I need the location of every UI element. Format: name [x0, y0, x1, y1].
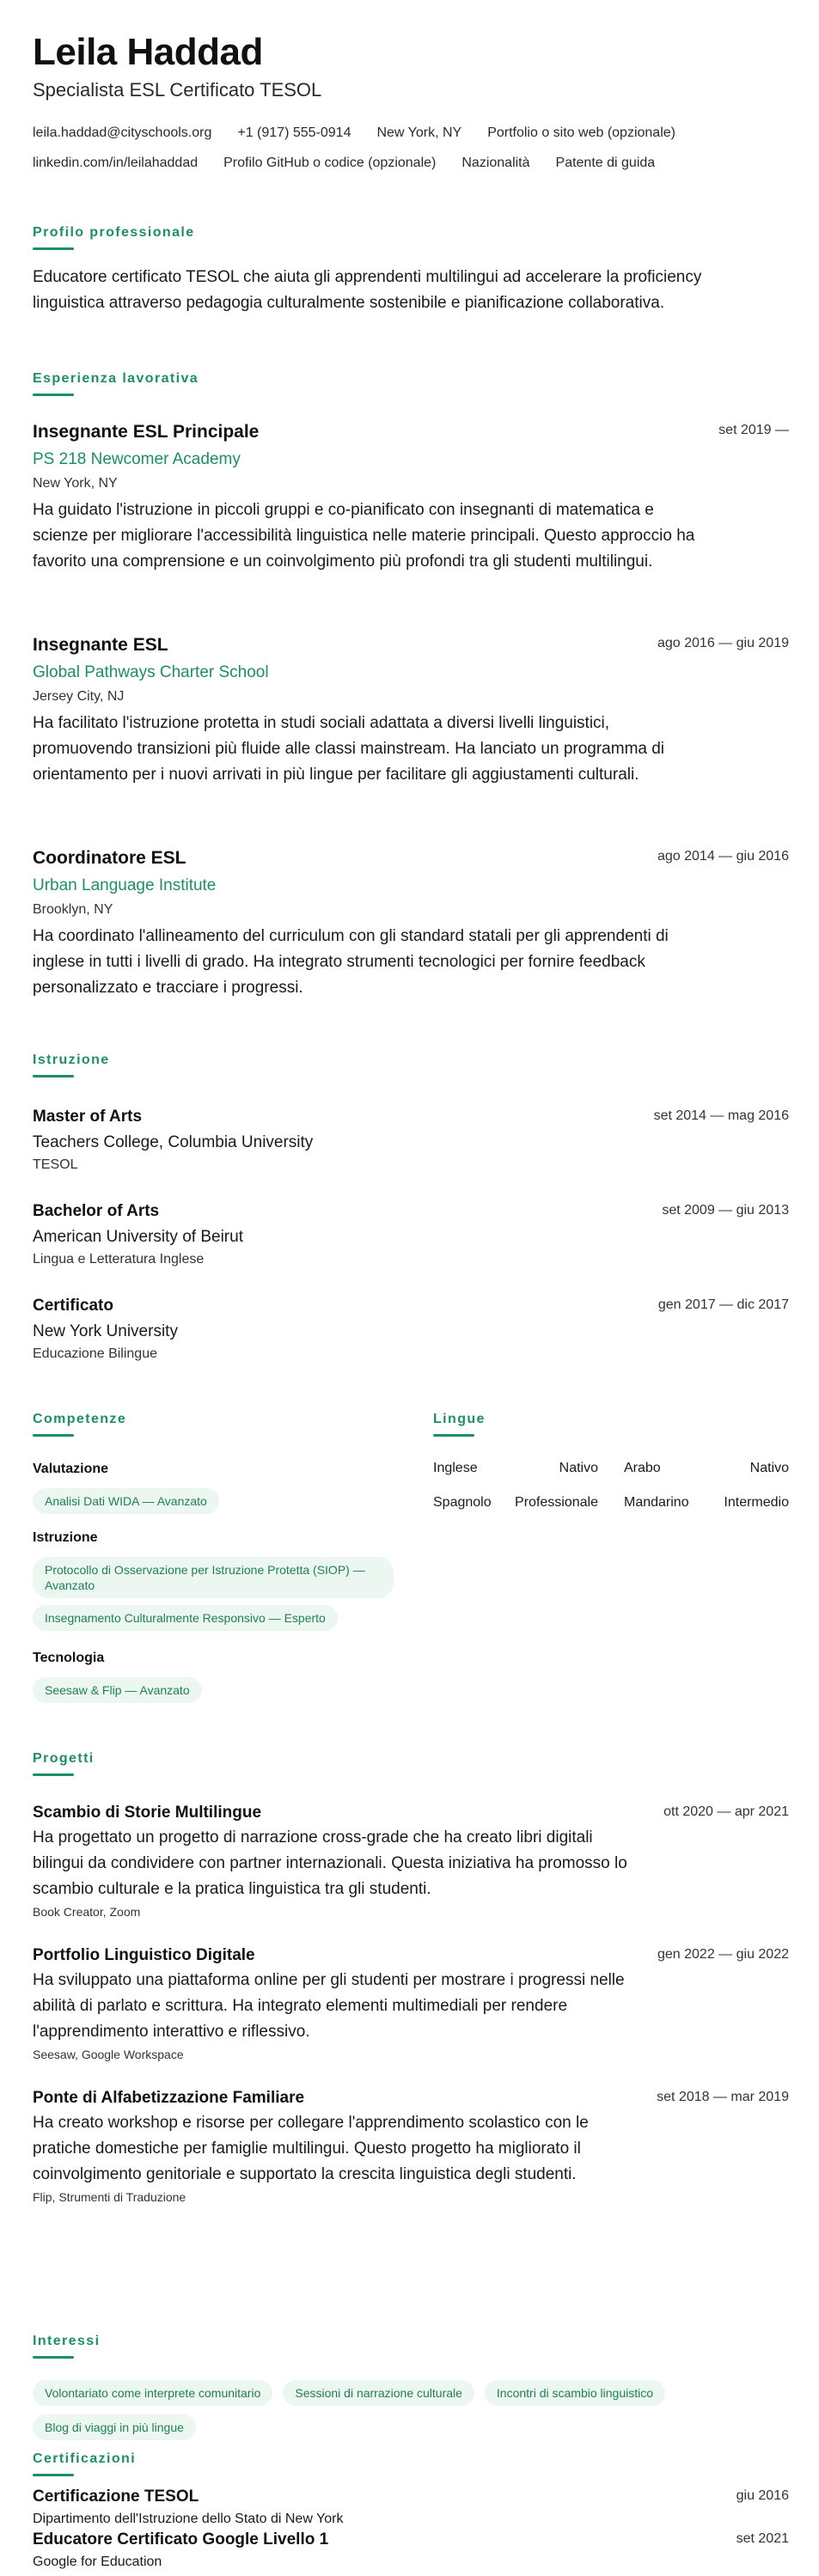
- section-divider: [33, 1075, 74, 1077]
- section-title-skills: Competenze: [33, 1412, 127, 1426]
- experience-item: [33, 847, 789, 1001]
- skill-pill: Insegnamento Culturalmente Responsivo — Esperto: [33, 1605, 338, 1631]
- experience-org: Global Pathways Charter School: [33, 663, 269, 681]
- education-school: Teachers College, Columbia University: [33, 1133, 314, 1151]
- project-description: Ha creato workshop e risorse per collegare l'apprendimento scolastico con le pratiche domestiche per famiglie multilingui. Questo progetto ha migliorato il coinvolgimento genitoriale e supportato la crescita linguistica degli studenti.: [33, 2114, 589, 2183]
- project-item: [33, 1803, 789, 1920]
- education-item: [33, 1107, 789, 1174]
- section-divider: [33, 247, 74, 250]
- project-title: Ponte di Alfabetizzazione Familiare: [33, 2089, 305, 2107]
- skill-pill: Protocollo di Osservazione per Istruzione Protetta (SIOP) — Avanzato: [33, 1557, 394, 1598]
- experience-role: Coordinatore ESL: [33, 848, 186, 868]
- language-name: Inglese: [433, 1461, 478, 1475]
- experience-location: Brooklyn, NY: [33, 902, 113, 917]
- project-dates: gen 2022 — giu 2022: [657, 1947, 789, 1962]
- experience-dates: set 2019 —: [718, 423, 789, 437]
- candidate-headline: Specialista ESL Certificato TESOL: [33, 79, 322, 101]
- project-dates: ott 2020 — apr 2021: [663, 1804, 789, 1819]
- education-item: [33, 1201, 789, 1268]
- experience-description: Ha guidato l'istruzione in piccoli gruppi e co-pianificato con insegnanti di matematica e scienze per migliorare l'accessibilità linguistica nelle materie principali. Questo approccio ha favorito una comprensione e un coinvolgimento più profondi tra gli studenti multilingui.: [33, 501, 695, 571]
- experience-role: Insegnante ESL: [33, 635, 168, 655]
- project-description: Ha progettato un progetto di narrazione cross-grade che ha creato libri digitali bilingui da condividere con partner internazionali. Questa iniziativa ha promosso lo scambio culturale e la pratica linguistica tra gli studenti.: [33, 1828, 627, 1898]
- certification-issuer: Google for Education: [33, 2555, 162, 2569]
- language-row: [433, 1495, 789, 1529]
- contact-portfolio[interactable]: Portfolio o sito web (opzionale): [487, 125, 675, 140]
- experience-org: Urban Language Institute: [33, 876, 217, 894]
- contact-phone[interactable]: +1 (917) 555-0914: [237, 125, 351, 140]
- section-title-experience: Esperienza lavorativa: [33, 371, 199, 386]
- language-list: [433, 1461, 789, 1529]
- contact-linkedin[interactable]: linkedin.com/in/leilahaddad: [33, 156, 199, 170]
- project-tools: Flip, Strumenti di Traduzione: [33, 2190, 186, 2204]
- language-level: Nativo: [749, 1461, 789, 1475]
- skill-group: [33, 1461, 411, 1514]
- skill-category: Valutazione: [33, 1462, 109, 1476]
- interest-pill: Incontri di scambio linguistico: [485, 2380, 665, 2406]
- contact-email[interactable]: leila.haddad@cityschools.org: [33, 125, 212, 140]
- interest-list: [33, 2380, 806, 2440]
- education-field: Lingua e Letteratura Inglese: [33, 1252, 205, 1267]
- project-dates: set 2018 — mar 2019: [657, 2090, 789, 2104]
- experience-item: [33, 634, 789, 788]
- skill-category: Istruzione: [33, 1530, 98, 1545]
- certification-title: Educatore Certificato Google Livello 1: [33, 2530, 329, 2549]
- skill-pill: Seesaw & Flip — Avanzato: [33, 1677, 202, 1703]
- language-name: Spagnolo: [433, 1495, 492, 1510]
- language-level: Nativo: [559, 1461, 598, 1475]
- project-tools: Book Creator, Zoom: [33, 1905, 141, 1919]
- education-degree: Bachelor of Arts: [33, 1202, 160, 1220]
- interest-pill: Volontariato come interprete comunitario: [33, 2380, 272, 2406]
- skill-category: Tecnologia: [33, 1651, 105, 1665]
- education-school: American University of Beirut: [33, 1228, 243, 1246]
- language-name: Arabo: [624, 1461, 661, 1475]
- education-field: Educazione Bilingue: [33, 1346, 157, 1361]
- interest-pill: Sessioni di narrazione culturale: [283, 2380, 474, 2406]
- experience-description: Ha coordinato l'allineamento del curriculum con gli standard statali per gli apprendenti di inglese in tutti i livelli di grado. Ha integrato strumenti tecnologici per fornire feedback personalizzato e tracciare i progressi.: [33, 927, 669, 997]
- skill-group: [33, 1529, 411, 1631]
- section-title-languages: Lingue: [433, 1412, 486, 1426]
- project-title: Portfolio Linguistico Digitale: [33, 1946, 255, 1964]
- education-dates: gen 2017 — dic 2017: [657, 1297, 789, 1312]
- experience-location: Jersey City, NJ: [33, 689, 125, 704]
- section-title-profile: Profilo professionale: [33, 225, 195, 240]
- section-title-education: Istruzione: [33, 1053, 110, 1067]
- education-dates: set 2009 — giu 2013: [662, 1203, 789, 1218]
- language-row: [433, 1461, 789, 1495]
- experience-location: New York, NY: [33, 476, 118, 491]
- section-divider: [33, 394, 74, 396]
- education-degree: Certificato: [33, 1297, 113, 1315]
- section-divider: [33, 2356, 74, 2359]
- certification-item: [33, 2487, 789, 2528]
- experience-org: PS 218 Newcomer Academy: [33, 450, 241, 468]
- project-item: [33, 2088, 789, 2205]
- project-tools: Seesaw, Google Workspace: [33, 2048, 184, 2061]
- section-divider: [33, 1773, 74, 1776]
- contact-driving-license: Patente di guida: [555, 156, 656, 170]
- section-title-interests: Interessi: [33, 2334, 101, 2348]
- language-name: Mandarino: [624, 1495, 689, 1510]
- contact-info: [33, 125, 789, 171]
- project-title: Scambio di Storie Multilingue: [33, 1804, 262, 1822]
- experience-item: [33, 421, 789, 575]
- section-divider: [33, 2474, 74, 2476]
- certification-title: Certificazione TESOL: [33, 2487, 199, 2506]
- contact-location: New York, NY: [376, 125, 462, 140]
- section-title-certifications: Certificazioni: [33, 2451, 137, 2466]
- certification-date: set 2021: [736, 2531, 789, 2546]
- language-level: Professionale: [515, 1495, 598, 1510]
- section-divider: [433, 1434, 474, 1437]
- experience-dates: ago 2016 — giu 2019: [657, 636, 789, 650]
- section-title-projects: Progetti: [33, 1751, 95, 1766]
- contact-nationality: Nazionalità: [461, 156, 530, 170]
- project-item: [33, 1945, 789, 2062]
- education-field: TESOL: [33, 1157, 78, 1172]
- certification-item: [33, 2530, 789, 2571]
- section-divider: [33, 1434, 74, 1437]
- language-level: Intermedio: [724, 1495, 789, 1510]
- certification-date: giu 2016: [736, 2488, 789, 2503]
- education-item: [33, 1296, 789, 1363]
- profile-summary: Educatore certificato TESOL che aiuta gli apprendenti multilingui ad accelerare la proficiency linguistica attraverso pedagogia culturalmente sostenibile e pianificazione collaborativa.: [33, 268, 702, 312]
- skill-group: [33, 1650, 411, 1703]
- education-degree: Master of Arts: [33, 1108, 143, 1126]
- project-description: Ha sviluppato una piattaforma online per gli studenti per mostrare i progressi nelle abilità di parlato e scrittura. Ha integrato elementi multimediali per rendere l'apprendimento interattivo e riflessivo.: [33, 1971, 625, 2041]
- skill-pill: Analisi Dati WIDA — Avanzato: [33, 1488, 219, 1514]
- candidate-name: Leila Haddad: [33, 31, 263, 73]
- certification-issuer: Dipartimento dell'Istruzione dello Stato di New York: [33, 2512, 344, 2526]
- experience-description: Ha facilitato l'istruzione protetta in studi sociali adattata a diversi livelli linguistici, promuovendo transizioni più fluide alle classi mainstream. Ha lanciato un programma di orientamento per i nuovi arrivati in più lingue per facilitare gli aggiustamenti culturali.: [33, 714, 665, 784]
- interest-pill: Blog di viaggi in più lingue: [33, 2414, 196, 2440]
- experience-dates: ago 2014 — giu 2016: [657, 849, 789, 864]
- experience-role: Insegnante ESL Principale: [33, 422, 260, 442]
- education-school: New York University: [33, 1322, 178, 1340]
- contact-github[interactable]: Profilo GitHub o codice (opzionale): [223, 156, 437, 170]
- education-dates: set 2014 — mag 2016: [653, 1108, 789, 1123]
